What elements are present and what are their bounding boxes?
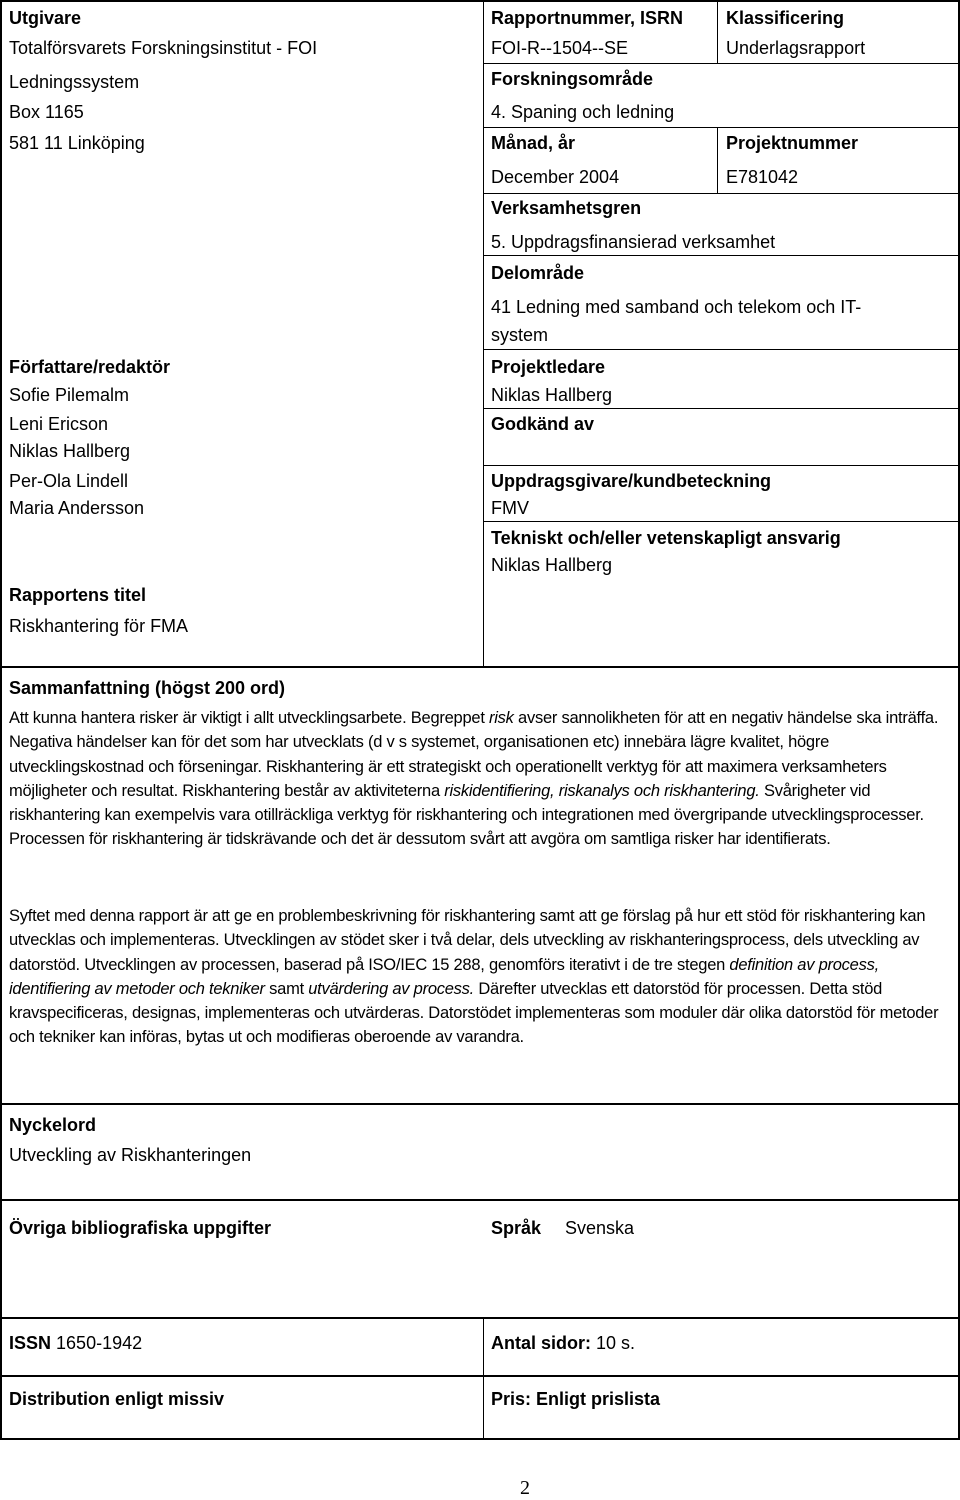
divider-row-6 (483, 408, 960, 409)
uppdragsgivare-label: Uppdragsgivare/kundbeteckning (491, 471, 772, 491)
projektnummer-value: E781042 (726, 167, 799, 187)
divider-header-vertical (483, 0, 484, 667)
border-outer-bottom (0, 1438, 960, 1440)
issn-field (9, 1332, 142, 1354)
forfattare-name: Per-Ola Lindell (9, 471, 129, 491)
ansvarig-value: Niklas Hallberg (491, 555, 613, 575)
divider-row-2 (483, 127, 960, 128)
utgivare-line: Box 1165 (9, 102, 84, 122)
utgivare-line: Ledningssystem (9, 72, 140, 92)
utgivare-label: Utgivare (9, 8, 82, 28)
antal-sidor-label: Antal sidor: (491, 1333, 592, 1353)
godkand-label: Godkänd av (491, 414, 595, 434)
titel-value: Riskhantering för FMA (9, 616, 189, 636)
rapportnummer-value: FOI-R--1504--SE (491, 38, 629, 58)
forskningsomrade-value: 4. Spaning och ledning (491, 102, 675, 122)
border-outer-top (0, 0, 960, 2)
divider-ovriga-top (0, 1199, 960, 1201)
antal-sidor-field (491, 1332, 635, 1354)
sprak-label: Språk (491, 1218, 542, 1238)
forskningsomrade-label: Forskningsområde (491, 69, 654, 89)
sammanfattning-paragraph-1: Att kunna hantera risker är viktigt i allt utvecklingsarbete. Begreppet risk avser sannolikheten för att en negativ händelse ska inträffa. Negativa händelser kan för det som har utvecklats (d v s systemet, organisationen etc) innebära lägre kvalitet, högre utvecklingskostnad och förseningar. Riskhantering är ett strategiskt och operationellt verktyg för att maximera verksamheters möjligheter och resultat. Riskhantering består av aktiviteterna riskidentifiering, riskanalys och riskhantering. Svårigheter vid riskhantering kan exempelvis vara otillräckliga verktyg för riskhantering och integrationen med övergripande utvecklingsprocesser. Processen för riskhantering är tidskrävande och det är dessutom svårt att avgöra om samtliga risker har identifierats. (9, 709, 939, 849)
issn-value: 1650-1942 (56, 1333, 143, 1353)
titel-label: Rapportens titel (9, 585, 147, 605)
divider-row-1 (483, 63, 960, 64)
ovriga-label: Övriga bibliografiska uppgifter (9, 1218, 272, 1238)
delomrade-value-line2: system (491, 325, 549, 345)
klassificering-value: Underlagsrapport (726, 38, 866, 58)
klassificering-label: Klassificering (726, 8, 845, 28)
sammanfattning-label: Sammanfattning (högst 200 ord) (9, 678, 286, 698)
pris-label: Pris: Enligt prislista (491, 1389, 661, 1409)
sammanfattning-paragraph-2: Syftet med denna rapport är att ge en problembeskrivning för riskhantering samt att ge förslag på hur ett stöd för riskhantering kan utvecklas och implementeras. Utvecklingen av stödet sker i två delar, dels utveckling av riskhanteringsprocess, dels utveckling av datorstöd. Utvecklingen av processen, baserad på ISO/IEC 15 288, genomförs iterativt i de tre stegen definition av process, identifiering av metoder och tekniker samt utvärdering av process. Därefter utvecklas ett datorstöd för processen. Detta stöd kravspecificeras, designas, implementeras och utvärderas. Datorstödet implementeras som moduler där olika datorstöd för metoder och tekniker kan införas, bytas ut och modifieras oberoende av varandra. (9, 907, 939, 1047)
divider-manad-projektnummer (717, 127, 718, 193)
antal-sidor-value: 10 s. (596, 1333, 636, 1353)
divider-issn-top (0, 1317, 960, 1319)
projektnummer-label: Projektnummer (726, 133, 859, 153)
rapportnummer-label: Rapportnummer, ISRN (491, 8, 684, 28)
nyckelord-label: Nyckelord (9, 1115, 97, 1135)
divider-row-4 (483, 255, 960, 256)
divider-sammanfattning-top (0, 666, 960, 668)
border-outer-left (0, 0, 2, 1440)
forfattare-label: Författare/redaktör (9, 357, 171, 377)
manad-label: Månad, år (491, 133, 576, 153)
forfattare-name: Niklas Hallberg (9, 441, 131, 461)
nyckelord-value: Utveckling av Riskhanteringen (9, 1145, 252, 1165)
divider-row-3 (483, 193, 960, 194)
divider-distribution-top (0, 1375, 960, 1377)
projektledare-value: Niklas Hallberg (491, 385, 613, 405)
divider-rapportnummer-klassificering (717, 0, 718, 63)
distribution-label: Distribution enligt missiv (9, 1389, 225, 1409)
divider-row-5 (483, 349, 960, 350)
forfattare-name: Leni Ericson (9, 414, 109, 434)
verksamhetsgren-label: Verksamhetsgren (491, 198, 642, 218)
uppdragsgivare-value: FMV (491, 498, 529, 518)
utgivare-line: 581 11 Linköping (9, 133, 145, 153)
page-number: 2 (520, 1477, 530, 1499)
divider-row-8 (483, 521, 960, 522)
divider-row-7 (483, 465, 960, 466)
utgivare-line: Totalförsvarets Forskningsinstitut - FOI (9, 38, 318, 58)
forfattare-name: Maria Andersson (9, 498, 145, 518)
delomrade-label: Delområde (491, 263, 585, 283)
manad-value: December 2004 (491, 167, 620, 187)
issn-label: ISSN (9, 1333, 52, 1353)
divider-nyckelord-top (0, 1103, 960, 1105)
projektledare-label: Projektledare (491, 357, 606, 377)
forfattare-name: Sofie Pilemalm (9, 385, 130, 405)
divider-footer-vertical (483, 1318, 484, 1439)
delomrade-value-line1: 41 Ledning med samband och telekom och IT- (491, 297, 862, 317)
sprak-value: Svenska (565, 1218, 635, 1238)
verksamhetsgren-value: 5. Uppdragsfinansierad verksamhet (491, 232, 776, 252)
ansvarig-label: Tekniskt och/eller vetenskapligt ansvarig (491, 528, 841, 548)
